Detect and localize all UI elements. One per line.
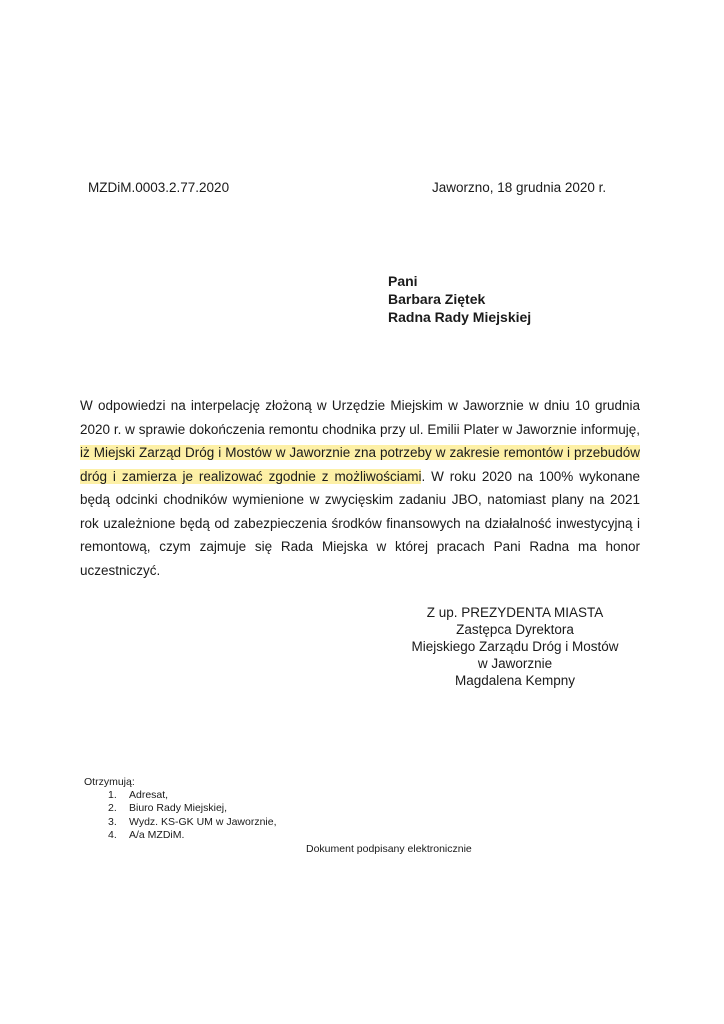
signature-position: Zastępca Dyrektora — [456, 622, 574, 637]
signature-block — [400, 604, 630, 689]
reference-number: MZDiM.0003.2.77.2020 — [88, 180, 230, 195]
list-item-number: 3. — [108, 815, 117, 828]
recipients-list-item — [84, 816, 277, 829]
signature-institution: Miejskiego Zarządu Dróg i Mostów — [411, 639, 619, 654]
recipients-list — [84, 789, 277, 842]
recipient-name: Barbara Ziętek — [388, 291, 486, 307]
signature-name: Magdalena Kempny — [454, 673, 576, 688]
recipient-salutation: Pani — [388, 273, 418, 289]
list-item-text: Biuro Rady Miejskiej, — [129, 802, 228, 815]
body-highlighted-text: iż Miejski Zarząd Dróg i Mostów w Jaworznie zna potrzeby w zakresie remontów i przebudów dróg i zamierza je realizować zgodnie z możliwościami — [80, 445, 640, 484]
body-text-before: W odpowiedzi na interpelację złożoną w Urzędzie Miejskim w Jaworznie w dniu 10 grudnia 2020 r. w sprawie dokończenia remontu chodnika przy ul. Emilii Plater w Jaworznie informuję, — [80, 398, 640, 437]
recipients-list-item — [84, 789, 277, 802]
signature-authorization: Z up. PREZYDENTA MIASTA — [426, 605, 604, 620]
recipient-block — [388, 272, 531, 326]
body-text-after: . W roku 2020 na 100% wykonane będą odcinki chodników wymienione w zwycięskim zadaniu JBO, natomiast plany na 2021 rok uzależnione będą od zabezpieczenia środków finansowych na działalność inwestycyjną i remontową, czym zajmuje się Rada Miejska w której pracach Pani Radna ma honor uczestniczyć. — [80, 468, 641, 578]
signature-city: w Jaworznie — [477, 656, 553, 671]
list-item-number: 2. — [108, 802, 117, 815]
list-item-number: 4. — [108, 828, 117, 841]
recipients-heading: Otrzymują: — [84, 776, 135, 788]
recipients-list-item — [84, 829, 277, 842]
list-item-text: Adresat, — [129, 789, 169, 802]
electronic-signature-note: Dokument podpisany elektronicznie — [306, 843, 472, 855]
list-item-number: 1. — [108, 789, 117, 802]
list-item-text: Wydz. KS-GK UM w Jaworznie, — [129, 815, 277, 828]
recipient-title: Radna Rady Miejskiej — [388, 309, 532, 325]
place-and-date: Jaworzno, 18 grudnia 2020 r. — [432, 180, 607, 195]
letter-body — [80, 394, 640, 582]
list-item-text: A/a MZDiM. — [129, 828, 185, 841]
recipients-block — [84, 776, 277, 842]
recipients-list-item — [84, 802, 277, 815]
